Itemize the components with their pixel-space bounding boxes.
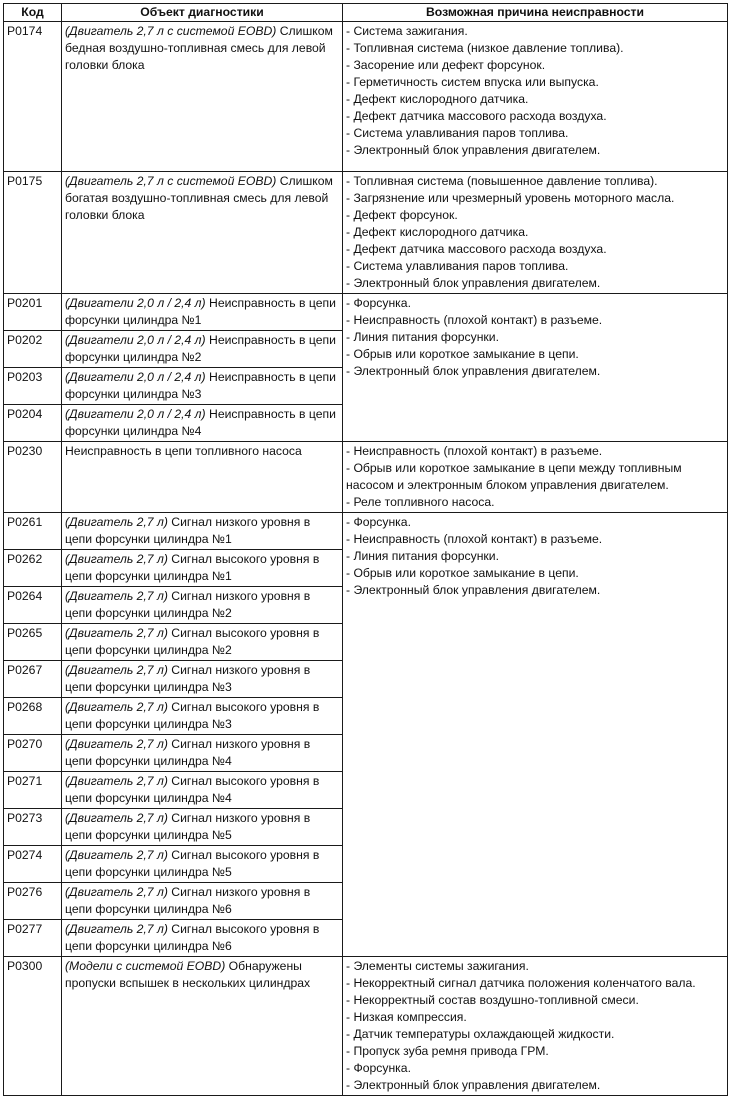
cause-cell [343, 22, 728, 172]
object-cell [62, 920, 343, 957]
table-row [4, 957, 728, 1096]
cause-item: - Электронный блок управления двигателем. [346, 143, 601, 157]
cause-item: - Неисправность (плохой контакт) в разъеме. [346, 532, 603, 546]
code-cell: P0274 [4, 846, 62, 883]
condition-text: (Двигатель 2,7 л) [65, 922, 168, 936]
cause-item: - Линия питания форсунки. [346, 330, 499, 344]
table-row [4, 513, 728, 550]
condition-text: (Двигатель 2,7 л) [65, 774, 168, 788]
description-text: Неисправность в цепи форсунки цилиндра №1 [65, 296, 336, 327]
cause-item: - Датчик температуры охлаждающей жидкости. [346, 1027, 615, 1041]
code-cell: P0267 [4, 661, 62, 698]
cause-item: - Засорение или дефект форсунок. [346, 58, 546, 72]
cause-item: - Электронный блок управления двигателем. [346, 364, 601, 378]
cause-item: - Низкая компрессия. [346, 1010, 467, 1024]
cause-item: - Система улавливания паров топлива. [346, 126, 569, 140]
cause-item: - Топливная система (низкое давление топлива). [346, 41, 624, 55]
table-header-row [4, 4, 728, 22]
cause-item: - Форсунка. [346, 1061, 411, 1075]
description-text: Обнаружены пропуски вспышек в нескольких цилиндрах [65, 959, 311, 990]
description-text: Неисправность в цепи топливного насоса [65, 444, 302, 458]
cause-item: - Реле топливного насоса. [346, 495, 495, 509]
cause-item: - Неисправность (плохой контакт) в разъеме. [346, 313, 603, 327]
object-cell [62, 809, 343, 846]
cause-item: - Топливная система (повышенное давление топлива). [346, 174, 658, 188]
condition-text: (Двигатель 2,7 л) [65, 515, 168, 529]
object-cell [62, 550, 343, 587]
description-text: Сигнал низкого уровня в цепи форсунки цилиндра №2 [65, 589, 311, 620]
condition-text: (Двигатель 2,7 л с системой EOBD) [65, 24, 277, 38]
description-text: Сигнал низкого уровня в цепи форсунки цилиндра №4 [65, 737, 311, 768]
description-text: Сигнал низкого уровня в цепи форсунки цилиндра №3 [65, 663, 311, 694]
condition-text: (Двигатели 2,0 л / 2,4 л) [65, 407, 206, 421]
code-cell: P0175 [4, 172, 62, 294]
object-cell [62, 294, 343, 331]
object-cell [62, 698, 343, 735]
description-text: Неисправность в цепи форсунки цилиндра №4 [65, 407, 336, 438]
object-cell [62, 368, 343, 405]
cause-item: - Неисправность (плохой контакт) в разъеме. [346, 444, 603, 458]
description-text: Неисправность в цепи форсунки цилиндра №2 [65, 333, 336, 364]
cause-item: - Дефект датчика массового расхода воздуха. [346, 109, 607, 123]
object-cell [62, 172, 343, 294]
header-object: Объект диагностики [62, 4, 343, 22]
cause-item: - Линия питания форсунки. [346, 549, 499, 563]
cause-item: - Электронный блок управления двигателем. [346, 1078, 601, 1092]
condition-text: (Двигатель 2,7 л) [65, 700, 168, 714]
object-cell [62, 405, 343, 442]
cause-item: - Загрязнение или чрезмерный уровень моторного масла. [346, 191, 675, 205]
code-cell: P0264 [4, 587, 62, 624]
cause-item: - Элементы системы зажигания. [346, 959, 529, 973]
description-text: Сигнал высокого уровня в цепи форсунки цилиндра №4 [65, 774, 320, 805]
header-cause: Возможная причина неисправности [343, 4, 728, 22]
condition-text: (Двигатель 2,7 л) [65, 811, 168, 825]
condition-text: (Двигатель 2,7 л) [65, 848, 168, 862]
cause-item: - Обрыв или короткое замыкание в цепи между топливным насосом и электронным блоком управления двигателем. [346, 461, 682, 492]
cause-item: - Герметичность систем впуска или выпуска. [346, 75, 599, 89]
object-cell [62, 883, 343, 920]
cause-cell [343, 172, 728, 294]
description-text: Сигнал высокого уровня в цепи форсунки цилиндра №1 [65, 552, 320, 583]
cause-item: - Электронный блок управления двигателем. [346, 583, 601, 597]
condition-text: (Двигатель 2,7 л) [65, 737, 168, 751]
object-cell [62, 513, 343, 550]
code-cell: P0270 [4, 735, 62, 772]
description-text: Сигнал высокого уровня в цепи форсунки цилиндра №5 [65, 848, 320, 879]
cause-cell [343, 294, 728, 442]
condition-text: (Двигатель 2,7 л) [65, 626, 168, 640]
code-cell: P0268 [4, 698, 62, 735]
code-cell: P0276 [4, 883, 62, 920]
diagnostic-code-table [3, 3, 728, 1096]
object-cell [62, 442, 343, 513]
object-cell [62, 331, 343, 368]
condition-text: (Двигатель 2,7 л) [65, 885, 168, 899]
condition-text: (Модели с системой EOBD) [65, 959, 226, 973]
code-cell: P0271 [4, 772, 62, 809]
cause-item: - Дефект кислородного датчика. [346, 92, 529, 106]
object-cell [62, 772, 343, 809]
code-cell: P0300 [4, 957, 62, 1096]
code-cell: P0277 [4, 920, 62, 957]
table-row [4, 294, 728, 331]
condition-text: (Двигатели 2,0 л / 2,4 л) [65, 296, 206, 310]
code-cell: P0262 [4, 550, 62, 587]
cause-item: - Форсунка. [346, 515, 411, 529]
description-text: Сигнал низкого уровня в цепи форсунки цилиндра №1 [65, 515, 311, 546]
description-text: Слишком бедная воздушно-топливная смесь для левой головки блока [65, 24, 333, 72]
cause-item: - Система зажигания. [346, 24, 468, 38]
description-text: Сигнал низкого уровня в цепи форсунки цилиндра №5 [65, 811, 311, 842]
condition-text: (Двигатели 2,0 л / 2,4 л) [65, 370, 206, 384]
description-text: Сигнал высокого уровня в цепи форсунки цилиндра №2 [65, 626, 320, 657]
cause-item: - Система улавливания паров топлива. [346, 259, 569, 273]
condition-text: (Двигатель 2,7 л) [65, 552, 168, 566]
code-cell: P0230 [4, 442, 62, 513]
cause-item: - Дефект форсунок. [346, 208, 458, 222]
code-cell: P0265 [4, 624, 62, 661]
description-text: Сигнал высокого уровня в цепи форсунки цилиндра №3 [65, 700, 320, 731]
cause-item: - Пропуск зуба ремня привода ГРМ. [346, 1044, 549, 1058]
condition-text: (Двигатель 2,7 л) [65, 589, 168, 603]
condition-text: (Двигатель 2,7 л с системой EOBD) [65, 174, 277, 188]
code-cell: P0273 [4, 809, 62, 846]
cause-item: - Форсунка. [346, 296, 411, 310]
condition-text: (Двигатель 2,7 л) [65, 663, 168, 677]
cause-item: - Дефект кислородного датчика. [346, 225, 529, 239]
object-cell [62, 735, 343, 772]
object-cell [62, 846, 343, 883]
cause-item: - Дефект датчика массового расхода воздуха. [346, 242, 607, 256]
cause-item: - Электронный блок управления двигателем. [346, 276, 601, 290]
cause-cell [343, 442, 728, 513]
code-cell: P0261 [4, 513, 62, 550]
cause-item: - Некорректный сигнал датчика положения коленчатого вала. [346, 976, 696, 990]
table-row [4, 22, 728, 172]
table-row [4, 442, 728, 513]
object-cell [62, 957, 343, 1096]
cause-cell [343, 513, 728, 957]
cause-item: - Некорректный состав воздушно-топливной смеси. [346, 993, 639, 1007]
cause-item: - Обрыв или короткое замыкание в цепи. [346, 347, 579, 361]
code-cell: P0204 [4, 405, 62, 442]
object-cell [62, 587, 343, 624]
description-text: Слишком богатая воздушно-топливная смесь для левой головки блока [65, 174, 333, 222]
description-text: Сигнал низкого уровня в цепи форсунки цилиндра №6 [65, 885, 311, 916]
code-cell: P0174 [4, 22, 62, 172]
header-code: Код [4, 4, 62, 22]
object-cell [62, 22, 343, 172]
code-cell: P0203 [4, 368, 62, 405]
cause-item: - Обрыв или короткое замыкание в цепи. [346, 566, 579, 580]
table-row [4, 172, 728, 294]
description-text: Сигнал высокого уровня в цепи форсунки цилиндра №6 [65, 922, 320, 953]
object-cell [62, 624, 343, 661]
object-cell [62, 661, 343, 698]
code-cell: P0202 [4, 331, 62, 368]
code-cell: P0201 [4, 294, 62, 331]
cause-cell [343, 957, 728, 1096]
description-text: Неисправность в цепи форсунки цилиндра №3 [65, 370, 336, 401]
condition-text: (Двигатели 2,0 л / 2,4 л) [65, 333, 206, 347]
